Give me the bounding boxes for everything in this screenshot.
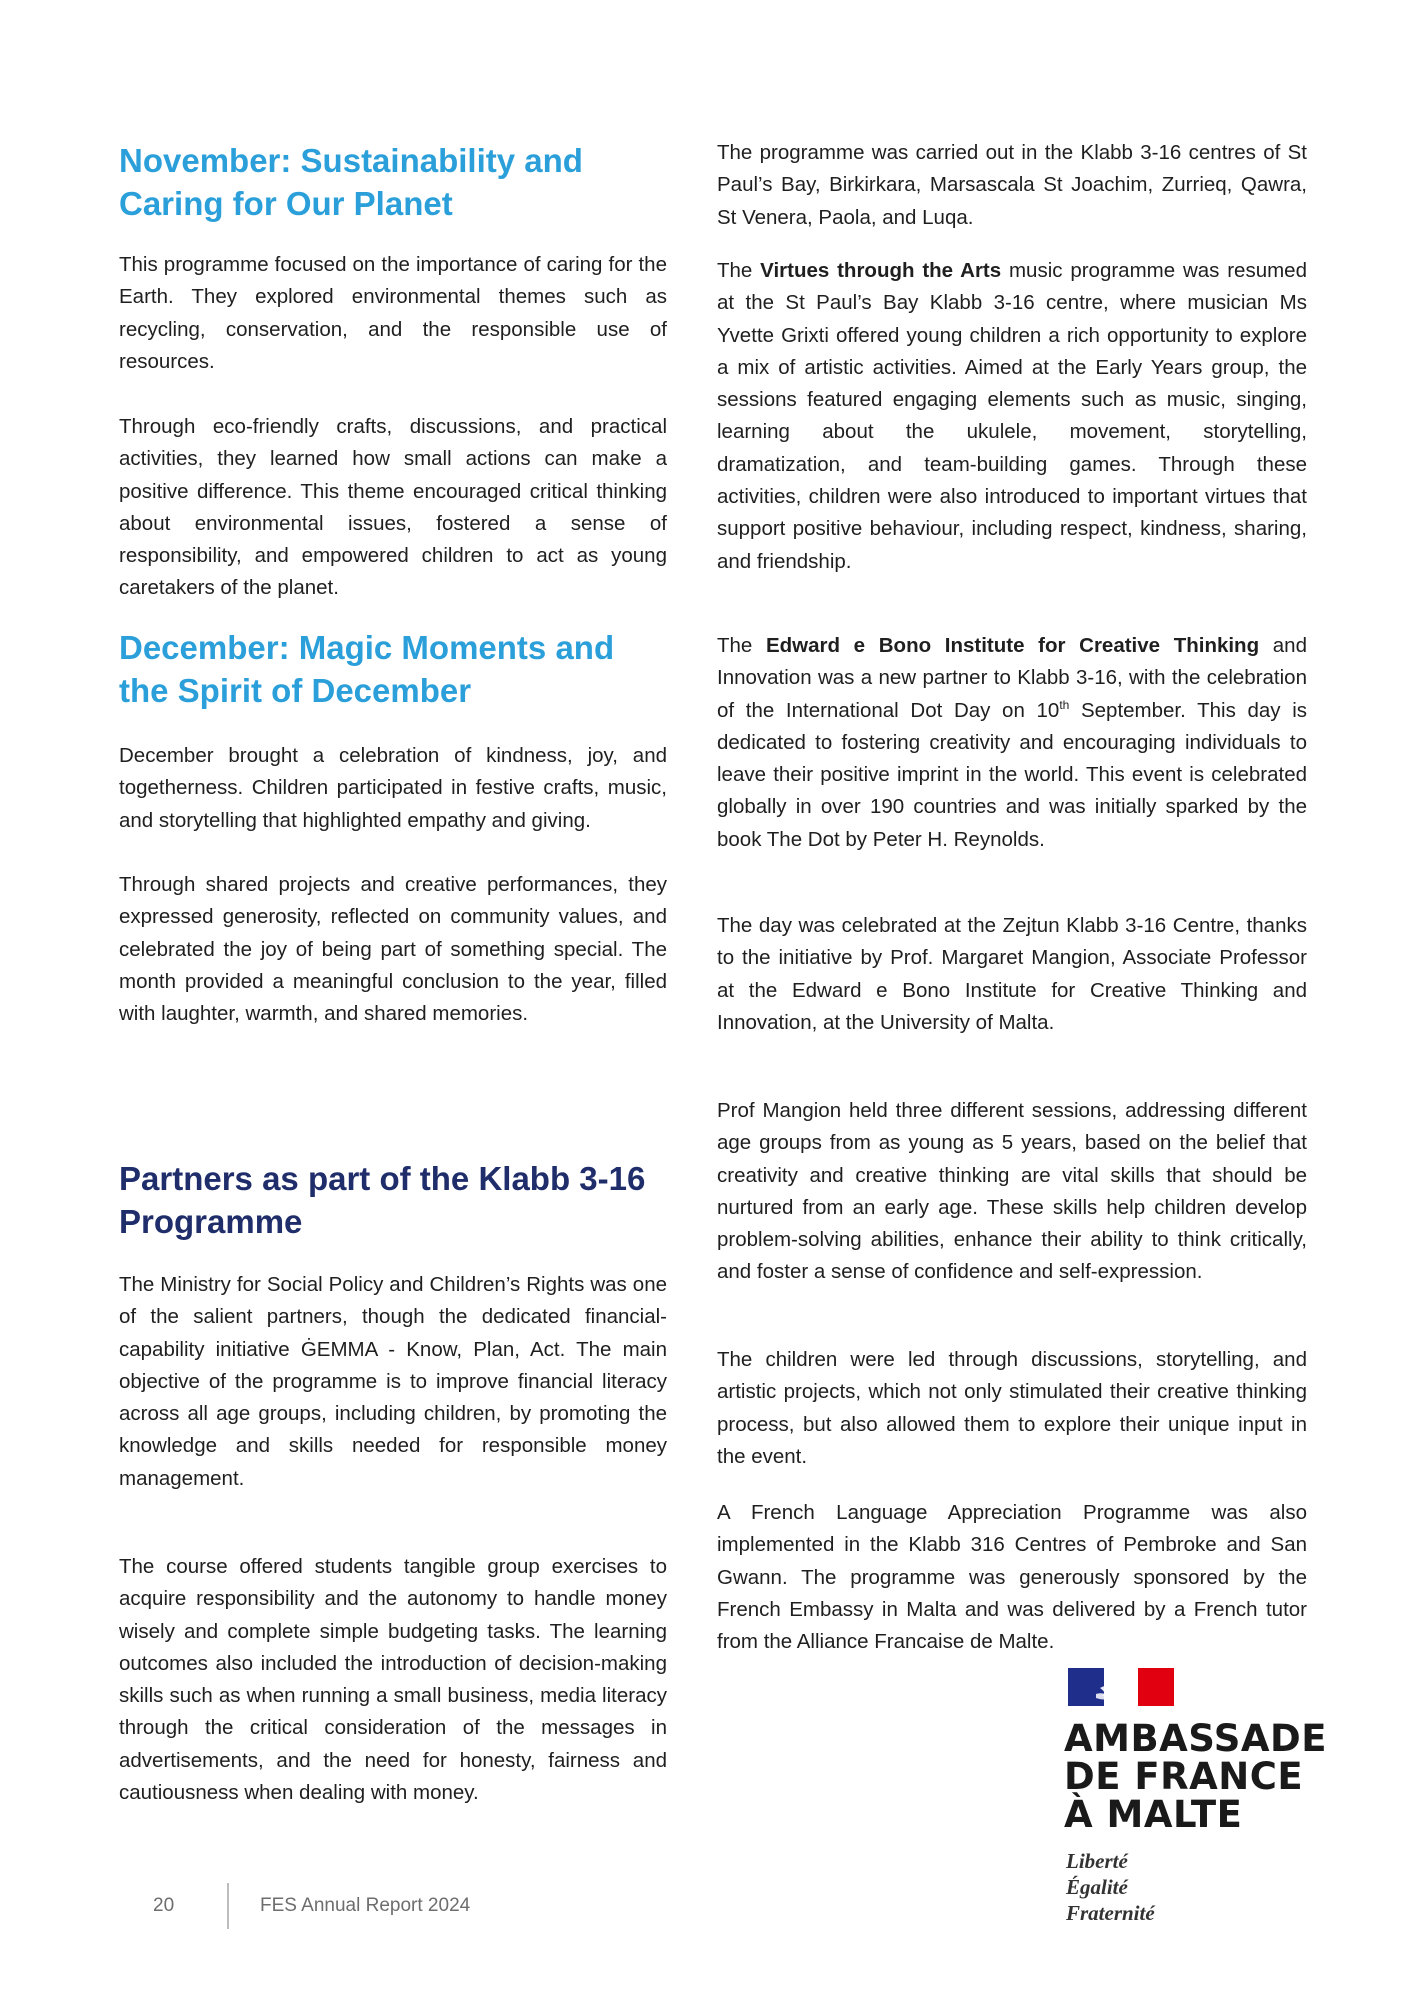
virtues-programme-name: Virtues through the Arts (760, 259, 1002, 282)
page-number: 20 (153, 1895, 175, 1916)
november-heading-line-2: Caring for Our Planet (119, 185, 453, 222)
french-programme-paragraph: A French Language Appreciation Programme was also implemented in the Klabb 316 Centres of Pembroke and San Gwann. The programme was generously sponsored by the French Embassy in Malta and was delivered by a French tutor from the Alliance Francaise de Malte. (717, 1501, 1307, 1654)
embassy-of-france-logo (1064, 1664, 1328, 1925)
zejtun-celebration-paragraph: The day was celebrated at the Zejtun Klabb 3-16 Centre, thanks to the initiative by Prof. Margaret Mangion, Associate Professor at the Edward e Bono Institute for Creative Thinking and Innovation, at the University of Malta. (717, 914, 1307, 1034)
november-paragraph-2: Through eco-friendly crafts, discussions, and practical activities, they learned how small actions can make a positive difference. This theme encouraged critical thinking about environmental issues, fostered a sense of responsibility, and empowered children to act as young caretakers of the planet. (119, 415, 667, 600)
report-title: FES Annual Report 2024 (260, 1895, 471, 1916)
partners-paragraph-1: The Ministry for Social Policy and Children’s Rights was one of the salient partners, though the dedicated financial-capability initiative ĠEMMA - Know, Plan, Act. The main objective of the programme is to improve financial literacy across all age groups, including children, by promoting the knowledge and skills needed for responsible money management. (119, 1273, 667, 1490)
partners-heading (119, 1157, 699, 1243)
programme-centres-paragraph: The programme was carried out in the Klabb 3-16 centres of St Paul’s Bay, Birkirkara, Marsascala St Joachim, Zurrieq, Qawra, St Venera, Paola, and Luqa. (717, 141, 1307, 229)
edward-de-bono-paragraph (717, 630, 1307, 856)
november-paragraph-1: This programme focused on the importance of caring for the Earth. They explored environmental themes such as recycling, conservation, and the responsible use of resources. (119, 253, 667, 373)
children-projects-paragraph: The children were led through discussions, storytelling, and artistic projects, which not only stimulated their creative thinking process, but also allowed them to explore their unique input in the event. (717, 1348, 1307, 1468)
footer-divider (227, 1883, 229, 1929)
motto-egalite: Égalité (1066, 1875, 1128, 1899)
november-heading (119, 139, 679, 225)
motto-fraternite: Fraternité (1066, 1901, 1155, 1925)
embassy-name-line-2: DE FRANCE (1064, 1755, 1304, 1798)
partners-heading-line-1: Partners as part of the Klabb 3-16 (119, 1160, 646, 1197)
edb-lead-text: The (717, 634, 766, 657)
marianne-profile-icon (1086, 1666, 1156, 1708)
edb-body-text: September. This day is dedicated to fostering creativity and encouraging individuals to leave their positive imprint in the world. This event is celebrated globally in over 190 countries and was initially sparked by the book The Dot by Peter H. Reynolds. (717, 698, 1307, 851)
partners-heading-line-2: Programme (119, 1203, 303, 1240)
virtues-body-text: music programme was resumed at the St Paul’s Bay Klabb 3-16 centre, where musician Ms Yvette Grixti offered young children a rich opportunity to explore a mix of artistic activities. Aimed at the Early Years group, the sessions featured engaging elements such as music, singing, learning about the ukulele, movement, storytelling, dramatization, and team-building games. Through these activities, children were also introduced to important virtues that support positive behaviour, including respect, kindness, sharing, and friendship. (717, 259, 1307, 573)
embassy-name (1064, 1717, 1328, 1836)
motto-liberte: Liberté (1066, 1849, 1128, 1873)
december-heading (119, 626, 679, 712)
edb-ordinal-suffix: th (1059, 697, 1070, 712)
embassy-name-line-3: À MALTE (1064, 1793, 1243, 1836)
edb-middle-text: and Innovation was a new partner to Klabb 3-16, with the celebration of the International Dot Day on 10 (717, 634, 1307, 722)
edb-institute-name: Edward e Bono Institute for Creative Thinking (765, 634, 1260, 657)
embassy-name-line-1: AMBASSADE (1064, 1717, 1328, 1760)
mangion-sessions-paragraph: Prof Mangion held three different sessions, addressing different age groups from as young as 5 years, based on the belief that creativity and creative thinking are vital skills that should be nurtured from an early age. These skills help children develop problem-solving abilities, enhance their ability to think critically, and foster a sense of confidence and self-expression. (717, 1099, 1307, 1284)
december-heading-line-2: the Spirit of December (119, 672, 472, 709)
december-paragraph-1: December brought a celebration of kindness, joy, and togetherness. Children participated in festive crafts, music, and storytelling that highlighted empathy and giving. (119, 744, 667, 832)
virtues-arts-paragraph (717, 255, 1307, 578)
december-paragraph-2: Through shared projects and creative performances, they expressed generosity, reflected on community values, and celebrated the joy of being part of something special. The month provided a meaningful conclusion to the year, filled with laughter, warmth, and shared memories. (119, 873, 667, 1026)
november-heading-line-1: November: Sustainability and (119, 142, 583, 179)
republic-motto (1066, 1848, 1155, 1926)
december-heading-line-1: December: Magic Moments and (119, 629, 615, 666)
virtues-lead-text: The (717, 259, 761, 282)
partners-paragraph-2: The course offered students tangible group exercises to acquire responsibility and the autonomy to handle money wisely and complete simple budgeting tasks. The learning outcomes also included the introduction of decision-making skills such as when running a small business, media literacy through the critical consideration of the messages in advertisements, and the need for honesty, fairness and cautiousness when dealing with money. (119, 1555, 667, 1805)
